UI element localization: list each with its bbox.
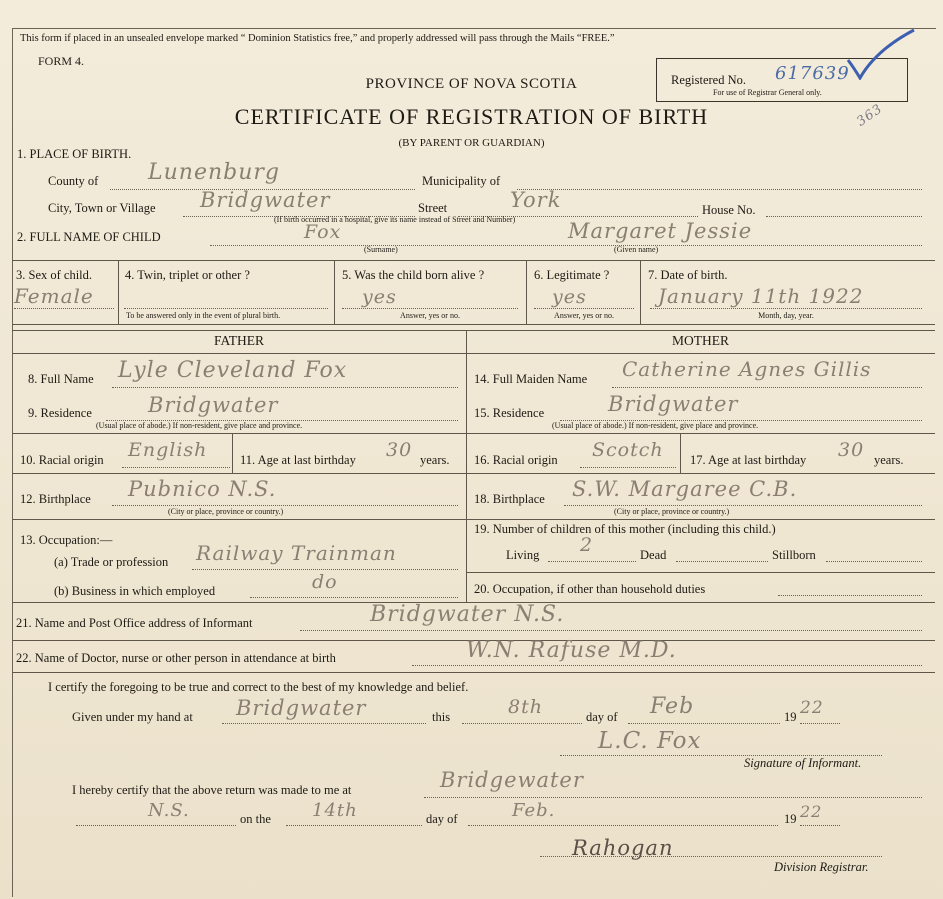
father-age-value: 30 bbox=[386, 439, 413, 461]
checkmark-icon bbox=[846, 28, 916, 80]
certificate-title: CERTIFICATE OF REGISTRATION OF BIRTH bbox=[234, 104, 709, 129]
registrar-province-value: N.S. bbox=[148, 800, 190, 821]
mother-residence-label: 15. Residence bbox=[474, 406, 545, 420]
father-residence-label: 9. Residence bbox=[28, 406, 92, 420]
certify-statement: I certify the foregoing to be true and correct to the best of my knowledge and belief. bbox=[48, 680, 469, 694]
mother-name-value: Catherine Agnes Gillis bbox=[622, 357, 872, 381]
mother-birthplace-value: S.W. Margaree C.B. bbox=[572, 477, 798, 501]
father-racial-value: English bbox=[128, 439, 208, 461]
father-name-label: 8. Full Name bbox=[28, 372, 94, 386]
twin-label: 4. Twin, triplet or other ? bbox=[125, 268, 250, 282]
given-name-note: (Given name) bbox=[614, 245, 659, 254]
form-number: FORM 4. bbox=[38, 54, 85, 68]
father-trade-label: (a) Trade or profession bbox=[54, 555, 169, 569]
hospital-note: (If birth occurred in a hospital, give its name instead of Street and Number) bbox=[274, 215, 516, 224]
mother-name-label: 14. Full Maiden Name bbox=[474, 372, 588, 386]
province-title: PROVINCE OF NOVA SCOTIA bbox=[365, 76, 578, 92]
county-label: County of bbox=[48, 174, 99, 188]
informant-label: 21. Name and Post Office address of Informant bbox=[16, 616, 253, 630]
given-month-value: Feb bbox=[650, 694, 695, 719]
place-of-birth-heading: 1. PLACE OF BIRTH. bbox=[17, 147, 132, 161]
informant-value: Bridgwater N.S. bbox=[370, 602, 565, 627]
dead-label: Dead bbox=[640, 548, 667, 562]
registrar-signature-label: Division Registrar. bbox=[774, 860, 869, 874]
certificate-subtitle: (BY PARENT OR GUARDIAN) bbox=[398, 137, 545, 149]
doctor-value: W.N. Rafuse M.D. bbox=[466, 638, 677, 663]
father-residence-value: Bridgwater bbox=[148, 393, 279, 417]
mother-age-value: 30 bbox=[838, 439, 865, 461]
mother-residence-note: (Usual place of abode.) If non-resident, give place and province. bbox=[552, 421, 759, 430]
mother-birthplace-note: (City or place, province or country.) bbox=[614, 507, 730, 516]
father-residence-note: (Usual place of abode.) If non-resident, give place and province. bbox=[96, 421, 303, 430]
legitimate-value: yes bbox=[552, 286, 587, 308]
father-business-value: do bbox=[312, 571, 338, 593]
street-label: Street bbox=[418, 201, 448, 215]
alive-note: Answer, yes or no. bbox=[400, 311, 460, 320]
mother-occupation-label: 20. Occupation, if other than household duties bbox=[474, 582, 706, 596]
father-age-label: 11. Age at last birthday bbox=[240, 453, 356, 467]
father-racial-label: 10. Racial origin bbox=[20, 453, 104, 467]
mother-age-label: 17. Age at last birthday bbox=[690, 453, 807, 467]
registrar-month-value: Feb. bbox=[512, 800, 556, 821]
surname-note: (Surname) bbox=[364, 245, 398, 254]
mother-heading: MOTHER bbox=[672, 333, 729, 348]
father-name-value: Lyle Cleveland Fox bbox=[118, 358, 348, 383]
informant-signature: L.C. Fox bbox=[598, 728, 702, 754]
mother-children-label: 19. Number of children of this mother (including this child.) bbox=[474, 522, 776, 536]
mother-racial-label: 16. Racial origin bbox=[474, 453, 558, 467]
father-occupation-label: 13. Occupation:— bbox=[20, 533, 113, 547]
municipality-label: Municipality of bbox=[422, 174, 501, 188]
this-label: this bbox=[432, 710, 451, 724]
registered-number: 617639 bbox=[775, 63, 850, 84]
living-label: Living bbox=[506, 548, 540, 562]
date-of-birth-note: Month, day, year. bbox=[758, 311, 814, 320]
registrar-general-note: For use of Registrar General only. bbox=[713, 88, 822, 97]
father-heading: FATHER bbox=[213, 333, 264, 348]
alive-value: yes bbox=[362, 286, 397, 308]
registrar-on-label: on the bbox=[240, 812, 271, 826]
sex-label: 3. Sex of child. bbox=[16, 268, 93, 282]
doctor-label: 22. Name of Doctor, nurse or other person in attendance at birth bbox=[16, 651, 336, 665]
legitimate-note: Answer, yes or no. bbox=[554, 311, 614, 320]
registered-no-label: Registered No. bbox=[671, 73, 746, 87]
street-value: York bbox=[510, 188, 562, 212]
father-birthplace-value: Pubnico N.S. bbox=[128, 477, 277, 501]
stillborn-label: Stillborn bbox=[772, 548, 816, 562]
given-day-of-label: day of bbox=[586, 710, 618, 724]
given-year-value: 22 bbox=[800, 698, 824, 718]
child-given-name: Margaret Jessie bbox=[568, 219, 753, 243]
house-no-label: House No. bbox=[702, 203, 756, 217]
city-value: Bridgwater bbox=[200, 188, 331, 212]
city-label: City, Town or Village bbox=[48, 201, 156, 215]
twin-note: To be answered only in the event of plural birth. bbox=[126, 311, 281, 320]
filing-stamp: 363 bbox=[854, 101, 886, 130]
mother-birthplace-label: 18. Birthplace bbox=[474, 492, 545, 506]
mother-residence-value: Bridgwater bbox=[608, 392, 739, 416]
legitimate-label: 6. Legitimate ? bbox=[534, 268, 610, 282]
mother-years-label: years. bbox=[874, 453, 904, 467]
registrar-statement: I hereby certify that the above return was made to me at bbox=[72, 783, 352, 797]
father-business-label: (b) Business in which employed bbox=[54, 584, 216, 598]
mother-racial-value: Scotch bbox=[592, 439, 664, 461]
father-years-label: years. bbox=[420, 453, 450, 467]
county-value: Lunenburg bbox=[148, 160, 280, 185]
child-name-label: 2. FULL NAME OF CHILD bbox=[17, 230, 161, 244]
given-under-label: Given under my hand at bbox=[72, 710, 193, 724]
registrar-year-value: 22 bbox=[800, 802, 823, 821]
registrar-year-prefix: 19 bbox=[784, 812, 797, 826]
father-trade-value: Railway Trainman bbox=[196, 541, 397, 565]
alive-label: 5. Was the child born alive ? bbox=[342, 268, 485, 282]
registrar-day-of-label: day of bbox=[426, 812, 458, 826]
living-value: 2 bbox=[580, 534, 594, 556]
given-place-value: Bridgwater bbox=[236, 696, 367, 720]
registrar-signature: Rahogan bbox=[572, 836, 674, 860]
given-year-prefix: 19 bbox=[784, 710, 797, 724]
mailing-notice: This form if placed in an unsealed envelope marked “ Dominion Statistics free,” and properly addressed will pass through the Mails “FREE.” bbox=[20, 33, 615, 44]
informant-signature-label: Signature of Informant. bbox=[744, 756, 862, 770]
registrar-place-value: Bridgewater bbox=[440, 768, 584, 792]
father-birthplace-note: (City or place, province or country.) bbox=[168, 507, 284, 516]
registrar-day-value: 14th bbox=[312, 800, 358, 821]
child-surname: Fox bbox=[304, 221, 342, 243]
father-birthplace-label: 12. Birthplace bbox=[20, 492, 91, 506]
date-of-birth-label: 7. Date of birth. bbox=[648, 268, 728, 282]
given-day-value: 8th bbox=[508, 696, 543, 718]
sex-value: Female bbox=[14, 284, 94, 308]
date-of-birth-value: January 11th 1922 bbox=[658, 284, 864, 308]
